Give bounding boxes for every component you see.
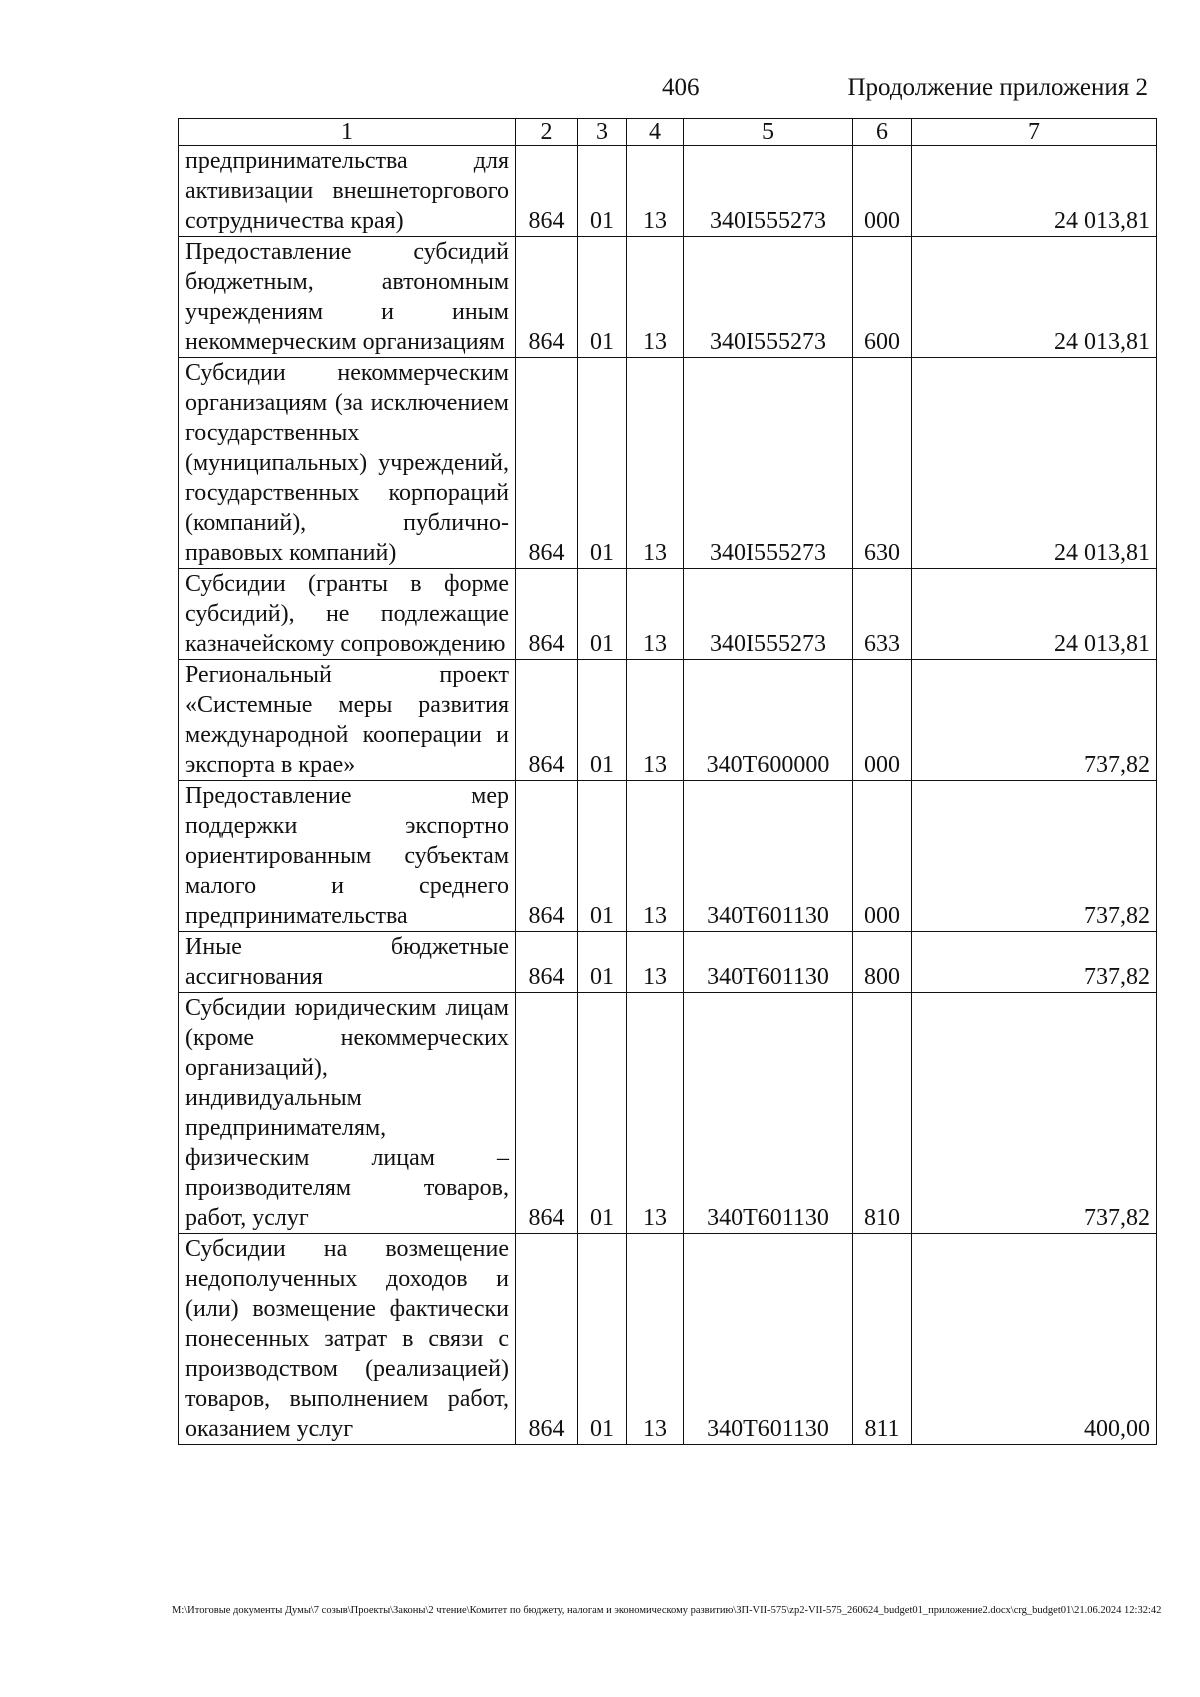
row-description: Субсидии юридическим лицам (кроме некоммерческих организаций), индивидуальным предпринимателям, физическим лицам – производителям товаров, работ, услуг xyxy=(179,993,516,1234)
table-row xyxy=(179,237,1157,358)
column-header: 1 xyxy=(179,119,516,146)
section-code: 01 xyxy=(578,932,627,993)
table-row xyxy=(179,1234,1157,1445)
column-header: 7 xyxy=(912,119,1157,146)
table-row xyxy=(179,358,1157,569)
column-header: 2 xyxy=(516,119,578,146)
subsection-code: 13 xyxy=(627,660,684,781)
amount-value: 737,82 xyxy=(912,781,1157,932)
ministry-code: 864 xyxy=(516,993,578,1234)
ministry-code: 864 xyxy=(516,660,578,781)
amount-value: 400,00 xyxy=(912,1234,1157,1445)
row-description: Субсидии (гранты в форме субсидий), не подлежащие казначейскому сопровождению xyxy=(179,569,516,660)
column-header: 3 xyxy=(578,119,627,146)
row-description: Предоставление субсидий бюджетным, автономным учреждениям и иным некоммерческим организациям xyxy=(179,237,516,358)
expense-type-code: 800 xyxy=(853,932,912,993)
expense-type-code: 630 xyxy=(853,358,912,569)
expense-type-code: 633 xyxy=(853,569,912,660)
expense-type-code: 810 xyxy=(853,993,912,1234)
section-code: 01 xyxy=(578,993,627,1234)
column-header: 4 xyxy=(627,119,684,146)
subsection-code: 13 xyxy=(627,993,684,1234)
target-article-code: 340T601130 xyxy=(684,1234,853,1445)
section-code: 01 xyxy=(578,237,627,358)
target-article-code: 340T601130 xyxy=(684,932,853,993)
table-row xyxy=(179,781,1157,932)
target-article-code: 340T601130 xyxy=(684,993,853,1234)
subsection-code: 13 xyxy=(627,1234,684,1445)
row-description: предпринимательства для активизации внешнеторгового сотрудничества края) xyxy=(179,146,516,237)
table-row xyxy=(179,146,1157,237)
amount-value: 737,82 xyxy=(912,993,1157,1234)
continuation-label: Продолжение приложения 2 xyxy=(847,74,1148,101)
file-path-footer: M:\Итоговые документы Думы\7 созыв\Проекты\Законы\2 чтение\Комитет по бюджету, налогам и экономическому развитию\ЗП-VII-575\zp2-VII-575_260624_budget01_приложение2.docx\crg_budget01\21.06.2024 12:32:42 xyxy=(172,1605,1162,1616)
target-article-code: 340I555273 xyxy=(684,569,853,660)
expense-type-code: 000 xyxy=(853,146,912,237)
expense-type-code: 000 xyxy=(853,781,912,932)
subsection-code: 13 xyxy=(627,569,684,660)
table-row xyxy=(179,993,1157,1234)
target-article-code: 340I555273 xyxy=(684,237,853,358)
ministry-code: 864 xyxy=(516,781,578,932)
expense-type-code: 000 xyxy=(853,660,912,781)
ministry-code: 864 xyxy=(516,146,578,237)
page-number: 406 xyxy=(662,74,700,101)
amount-value: 737,82 xyxy=(912,932,1157,993)
target-article-code: 340I555273 xyxy=(684,146,853,237)
subsection-code: 13 xyxy=(627,237,684,358)
subsection-code: 13 xyxy=(627,358,684,569)
row-description: Субсидии на возмещение недополученных доходов и (или) возмещение фактически понесенных затрат в связи с производством (реализацией) товаров, выполнением работ, оказанием услуг xyxy=(179,1234,516,1445)
section-code: 01 xyxy=(578,1234,627,1445)
subsection-code: 13 xyxy=(627,932,684,993)
row-description: Региональный проект «Системные меры развития международной кооперации и экспорта в крае» xyxy=(179,660,516,781)
subsection-code: 13 xyxy=(627,146,684,237)
section-code: 01 xyxy=(578,358,627,569)
ministry-code: 864 xyxy=(516,1234,578,1445)
table-row xyxy=(179,932,1157,993)
section-code: 01 xyxy=(578,660,627,781)
amount-value: 737,82 xyxy=(912,660,1157,781)
header-row xyxy=(179,119,1157,146)
ministry-code: 864 xyxy=(516,569,578,660)
ministry-code: 864 xyxy=(516,358,578,569)
expense-type-code: 811 xyxy=(853,1234,912,1445)
table-row xyxy=(179,569,1157,660)
target-article-code: 340T600000 xyxy=(684,660,853,781)
expense-type-code: 600 xyxy=(853,237,912,358)
subsection-code: 13 xyxy=(627,781,684,932)
ministry-code: 864 xyxy=(516,932,578,993)
table-row xyxy=(179,660,1157,781)
row-description: Предоставление мер поддержки экспортно ориентированным субъектам малого и среднего предпринимательства xyxy=(179,781,516,932)
target-article-code: 340T601130 xyxy=(684,781,853,932)
row-description: Иные бюджетные ассигнования xyxy=(179,932,516,993)
amount-value: 24 013,81 xyxy=(912,358,1157,569)
section-code: 01 xyxy=(578,146,627,237)
amount-value: 24 013,81 xyxy=(912,569,1157,660)
budget-table xyxy=(178,118,1157,1445)
section-code: 01 xyxy=(578,781,627,932)
row-description: Субсидии некоммерческим организациям (за исключением государственных (муниципальных) учреждений, государственных корпораций (компаний), публично-правовых компаний) xyxy=(179,358,516,569)
section-code: 01 xyxy=(578,569,627,660)
column-header: 6 xyxy=(853,119,912,146)
column-header: 5 xyxy=(684,119,853,146)
amount-value: 24 013,81 xyxy=(912,237,1157,358)
target-article-code: 340I555273 xyxy=(684,358,853,569)
ministry-code: 864 xyxy=(516,237,578,358)
amount-value: 24 013,81 xyxy=(912,146,1157,237)
